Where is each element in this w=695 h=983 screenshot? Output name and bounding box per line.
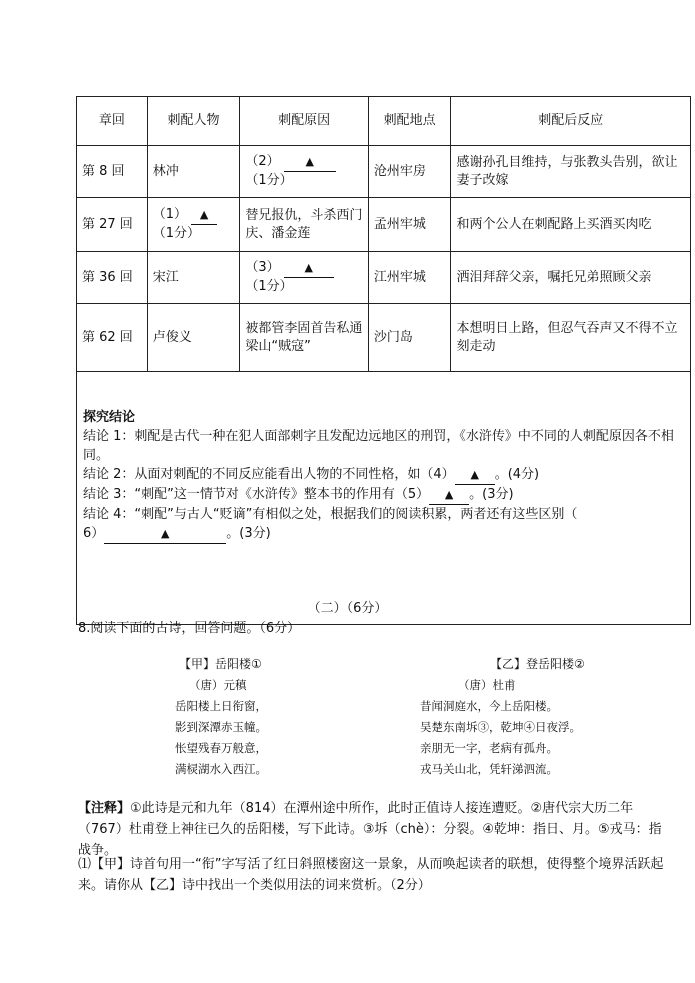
answer-blank[interactable] bbox=[455, 465, 495, 485]
score-label: （1分） bbox=[152, 226, 200, 241]
poem-line: 吴楚东南坼③，乾坤④日夜浮。 bbox=[420, 720, 581, 734]
section-label: （二）（6分） bbox=[307, 601, 388, 616]
lishi-table bbox=[76, 96, 691, 625]
reaction-cell: 洒泪拜辞父亲，嘱托兄弟照顾父亲 bbox=[451, 252, 691, 304]
conclusion-4-score: 。(3分) bbox=[226, 526, 271, 541]
chapter-cell: 第 8 回 bbox=[77, 146, 148, 198]
conclusion-cell bbox=[77, 372, 691, 625]
poem-line: 昔闻洞庭水，今上岳阳楼。 bbox=[420, 699, 558, 713]
score-label: （1分） bbox=[245, 173, 293, 188]
person-cell: 宋江 bbox=[147, 252, 240, 304]
poem-b bbox=[420, 654, 585, 780]
place-cell: 沙门岛 bbox=[368, 304, 451, 372]
answer-blank[interactable] bbox=[429, 485, 469, 505]
poem-line: 亲朋无一字，老病有孤舟。 bbox=[420, 741, 558, 755]
blank-number: （1） bbox=[152, 207, 187, 222]
poem-a-author: （唐）元稹 bbox=[189, 678, 247, 692]
triangle-icon: ▲ bbox=[470, 468, 479, 481]
reason-cell: 替兄报仇，斗杀西门庆、潘金莲 bbox=[240, 198, 369, 252]
reaction-cell: 和两个公人在刺配路上买酒买肉吃 bbox=[451, 198, 691, 252]
person-cell: 林冲 bbox=[147, 146, 240, 198]
reason-cell: 被都管李固首告私通梁山“贼寇” bbox=[240, 304, 369, 372]
conclusion-2-score: 。(4分) bbox=[494, 467, 540, 482]
table-row bbox=[77, 146, 691, 198]
person-cell: 卢俊义 bbox=[147, 304, 240, 372]
table-row bbox=[77, 304, 691, 372]
conclusion-3 bbox=[83, 485, 684, 505]
question-8: 8.阅读下面的古诗，回答问题。（6分） bbox=[78, 621, 301, 636]
notes-label: 【注释】 bbox=[78, 801, 131, 816]
question-8-1: ⑴【甲】诗首句用一“衔”字写活了红日斜照楼窗这一景象，从而唤起读者的联想，使得整个境界活跃起来。请你从【乙】诗中找出一个类似用法的词来赏析。（2分） bbox=[78, 857, 664, 893]
poem-line: 满棂湖水入西江。 bbox=[175, 762, 267, 776]
answer-blank[interactable] bbox=[284, 153, 336, 172]
score-label: （1分） bbox=[245, 279, 293, 294]
place-cell: 孟州牢城 bbox=[368, 198, 451, 252]
conclusion-1: 结论 1：刺配是古代一种在犯人面部刺字且发配边远地区的刑罚，《水浒传》中不同的人刺配原因各不相同。 bbox=[83, 429, 674, 463]
chapter-cell: 第 36 回 bbox=[77, 252, 148, 304]
poem-line: 影到深潭赤玉幢。 bbox=[175, 720, 267, 734]
answer-blank[interactable] bbox=[284, 259, 334, 278]
poem-b-author: （唐）杜甫 bbox=[458, 678, 516, 692]
poem-b-title: 【乙】登岳阳楼② bbox=[490, 657, 585, 671]
reaction-cell: 本想明日上路，但忍气吞声又不得不立刻走动 bbox=[451, 304, 691, 372]
answer-blank[interactable] bbox=[191, 206, 217, 225]
conclusion-4: 结论 4：“刺配”与古人“贬谪”有相似之处，根据我们的阅读积累，两者还有这些区别（ bbox=[83, 507, 578, 522]
table-row bbox=[77, 252, 691, 304]
conclusion-4-cont bbox=[83, 524, 684, 544]
table-header-row bbox=[77, 97, 691, 146]
header-reaction: 刺配后反应 bbox=[451, 97, 691, 146]
poem-line: 怅望残春万般意， bbox=[175, 741, 267, 755]
reason-cell bbox=[240, 252, 369, 304]
header-place: 刺配地点 bbox=[368, 97, 451, 146]
table-row bbox=[77, 198, 691, 252]
conclusion-2-text: 结论 2：从面对刺配的不同反应能看出人物的不同性格，如（4） bbox=[83, 467, 455, 482]
place-cell: 江州牢城 bbox=[368, 252, 451, 304]
header-chapter: 章回 bbox=[77, 97, 148, 146]
triangle-icon: ▲ bbox=[305, 155, 314, 168]
chapter-cell: 第 62 回 bbox=[77, 304, 148, 372]
poem-line: 岳阳楼上日衔窗， bbox=[175, 699, 267, 713]
blank-number: （2） bbox=[245, 154, 280, 169]
notes bbox=[78, 798, 673, 861]
reason-cell bbox=[240, 146, 369, 198]
conclusion-4-number: 6） bbox=[83, 526, 105, 541]
conclusion-title: 探究结论 bbox=[83, 410, 136, 425]
poem-a bbox=[175, 654, 267, 780]
conclusion-row bbox=[77, 372, 691, 625]
header-reason: 刺配原因 bbox=[240, 97, 369, 146]
conclusion-3-score: 。(3分) bbox=[469, 487, 514, 502]
triangle-icon: ▲ bbox=[304, 261, 313, 274]
reaction-cell: 感谢孙孔目维持，与张教头告别，欲让妻子改嫁 bbox=[451, 146, 691, 198]
chapter-cell: 第 27 回 bbox=[77, 198, 148, 252]
triangle-icon: ▲ bbox=[161, 527, 170, 540]
place-cell: 沧州牢房 bbox=[368, 146, 451, 198]
blank-number: （3） bbox=[245, 260, 280, 275]
conclusion-2 bbox=[83, 465, 684, 485]
header-person: 刺配人物 bbox=[147, 97, 240, 146]
person-cell bbox=[147, 198, 240, 252]
poem-line: 戎马关山北，凭轩涕泗流。 bbox=[420, 762, 558, 776]
notes-text: ①此诗是元和九年（814）在潭州途中所作，此时正值诗人接连遭贬。②唐代宗大历二年（767）杜甫登上神往已久的岳阳楼，写下此诗。③坼（chè）：分裂。④乾坤：指日、月。⑤戎马：指战争。 bbox=[78, 801, 662, 858]
triangle-icon: ▲ bbox=[444, 488, 454, 501]
poem-a-title: 【甲】岳阳楼① bbox=[179, 657, 262, 671]
triangle-icon: ▲ bbox=[199, 208, 209, 221]
answer-blank[interactable] bbox=[104, 524, 226, 544]
conclusion-3-text: 结论 3：“刺配”这一情节对《水浒传》整本书的作用有（5） bbox=[83, 487, 430, 502]
